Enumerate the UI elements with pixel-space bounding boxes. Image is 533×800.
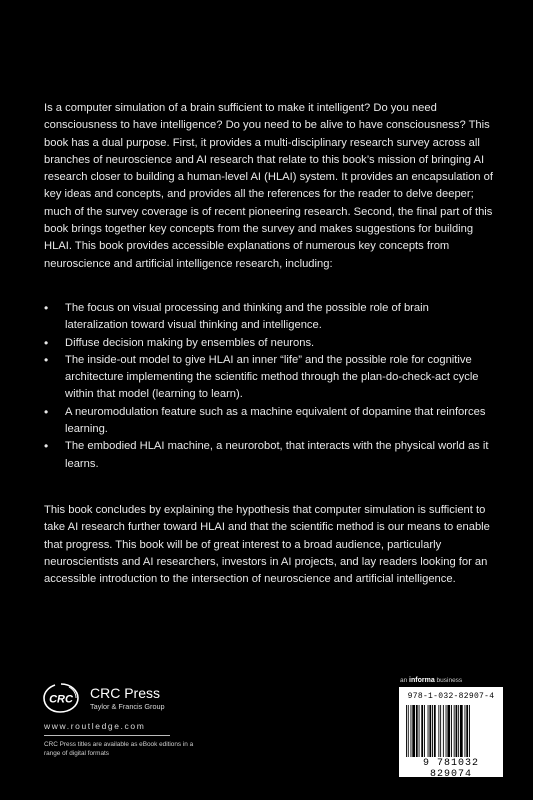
divider <box>44 735 170 736</box>
list-item: • A neuromodulation feature such as a machine equivalent of dopamine that reinforces learning. <box>44 404 486 436</box>
barcode-icon <box>406 705 496 757</box>
list-item: • The focus on visual processing and thinking and the possible role of brain lateralization toward visual thinking and intelligence. <box>44 301 429 332</box>
intro-paragraph: Is a computer simulation of a brain sufficient to make it intelligent? Do you need consciousness to have intelligence? Do you need to be alive to have consciousness? This book has a dual purpose. First, it provides a multi-disciplinary research survey across all branches of neuroscience and AI research that relate to this book’s mission of bringing AI research closer to building a human-level AI (HLAI) system. It provides an encapsulation of key ideas and concepts, and provides all the references for the reader to delve deeper; much of the survey coverage is of recent pioneering research. Second, the final part of this book brings together key concepts from the survey and makes suggestions for building HLAI. This book provides accessible explanations of numerous key concepts from neuroscience and artificial intelligence research, including: <box>44 102 493 270</box>
bullet-icon: • <box>44 335 49 350</box>
list-item: • Diffuse decision making by ensembles of neurons. <box>44 335 494 352</box>
isbn-barcode <box>399 687 503 780</box>
bullet-icon: • <box>44 352 49 367</box>
publisher-name: CRC Press <box>90 685 161 701</box>
ebook-note: CRC Press titles are available as eBook editions in a range of digital formats <box>44 741 194 757</box>
crc-logo-icon <box>43 683 79 713</box>
bullet-icon: • <box>44 439 49 454</box>
bullet-icon: • <box>44 301 49 315</box>
key-concepts-list <box>44 300 494 473</box>
bullet-icon: • <box>44 404 49 419</box>
isbn-text: 978-1-032-82907-4 <box>407 692 495 701</box>
publisher-group: Taylor & Francis Group <box>90 702 165 711</box>
list-item: • The inside-out model to give HLAI an inner “life” and the possible role for cognitive architecture implementing the scientific method through the plan-do-check-act cycle within that model (learning to learn). <box>44 352 479 401</box>
conclusion-paragraph: This book concludes by explaining the hypothesis that computer simulation is sufficient to take AI research further toward HLAI and that the scientific method is our means to enable that progress. This book will be of great interest to a broad audience, particularly neuroscientists and AI researchers, investors in AI projects, and lay readers looking for an accessible introduction to the intersection of neuroscience and artificial intelligence. <box>44 504 490 586</box>
crc-logo-text: CRC <box>49 693 73 706</box>
isbn-digits: 9 781032 829074 <box>422 758 479 780</box>
list-item: • The embodied HLAI machine, a neurorobot, that interacts with the physical world as it learns. <box>44 439 489 470</box>
informa-business-tag: an informa business <box>400 677 463 684</box>
publisher-website: www.routledge.com <box>44 721 146 731</box>
